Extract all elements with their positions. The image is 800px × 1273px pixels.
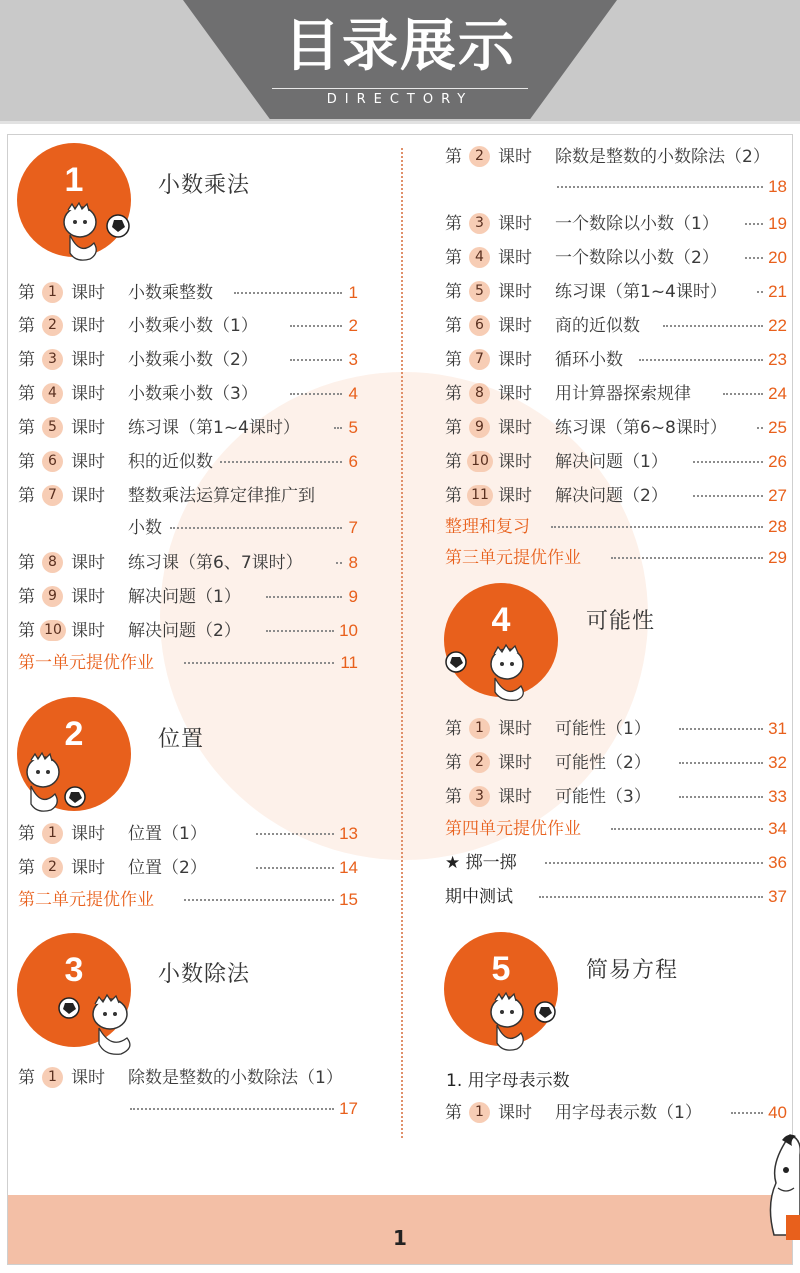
- toc-entry[interactable]: [18, 1063, 363, 1093]
- lesson-title: 小数乘整数: [128, 283, 213, 303]
- lesson-number-badge: 8: [469, 383, 490, 404]
- page-number: 11: [340, 653, 358, 672]
- leader-dots: [256, 867, 334, 869]
- toc-entry-continued[interactable]: [18, 1094, 358, 1124]
- unit-title-3: 小数除法: [158, 962, 251, 987]
- leader-dots: [539, 896, 763, 898]
- leader-dots: [551, 526, 763, 528]
- toc-entry-extra[interactable]: [445, 814, 787, 844]
- lesson-prefix: 第: [18, 350, 35, 370]
- toc-entry[interactable]: [18, 413, 358, 443]
- lesson-number-badge: 1: [469, 1102, 490, 1123]
- lesson-prefix: 第: [18, 858, 35, 878]
- lesson-prefix: 第: [18, 824, 35, 844]
- lesson-prefix: 第: [445, 384, 462, 404]
- lesson-prefix: 第: [445, 214, 462, 234]
- page-number: 40: [768, 1103, 787, 1122]
- toc-entry[interactable]: [445, 782, 787, 812]
- lesson-prefix: 第: [445, 316, 462, 336]
- lesson-number-badge: 3: [42, 349, 63, 370]
- lesson-title: 除数是整数的小数除法（1）: [128, 1068, 343, 1088]
- page-number: 31: [768, 719, 787, 738]
- page-number: 6: [348, 452, 358, 471]
- lesson-number-badge: 7: [469, 349, 490, 370]
- toc-entry[interactable]: [445, 379, 787, 409]
- toc-entry-continued[interactable]: [445, 172, 787, 202]
- mascot-icon: [55, 990, 145, 1056]
- lesson-number-badge: 9: [469, 417, 490, 438]
- lesson-number-badge: 6: [42, 451, 63, 472]
- lesson-title: 小数乘小数（2）: [128, 350, 258, 370]
- lesson-prefix: 第: [18, 418, 35, 438]
- leader-dots: [266, 630, 334, 632]
- page-number: 27: [768, 486, 787, 505]
- leader-dots: [723, 393, 763, 395]
- lesson-number-badge: 10: [467, 451, 493, 472]
- lesson-suffix: 课时: [71, 452, 105, 472]
- lesson-suffix: 课时: [71, 384, 105, 404]
- lesson-number-badge: 5: [469, 281, 490, 302]
- toc-entry[interactable]: [445, 311, 787, 341]
- leader-dots: [745, 257, 763, 259]
- lesson-prefix: 第: [445, 350, 462, 370]
- toc-entry[interactable]: [18, 447, 358, 477]
- leader-dots: [693, 495, 763, 497]
- page-number: 1: [348, 283, 358, 302]
- toc-entry[interactable]: [445, 1098, 787, 1128]
- lesson-number-badge: 4: [469, 247, 490, 268]
- midterm-title: 期中测试: [445, 887, 513, 907]
- lesson-suffix: 课时: [71, 486, 105, 506]
- leader-dots: [679, 762, 763, 764]
- lesson-suffix: 课时: [498, 787, 532, 807]
- leader-dots: [679, 796, 763, 798]
- header-rule: [272, 88, 528, 89]
- leader-dots: [693, 461, 763, 463]
- lesson-prefix: 第: [445, 452, 462, 472]
- toc-entry[interactable]: [18, 819, 358, 849]
- lesson-title: 解决问题（2）: [128, 621, 241, 641]
- page-number: 34: [768, 819, 787, 838]
- lesson-prefix: 第: [18, 621, 35, 641]
- leader-dots: [184, 899, 334, 901]
- lesson-suffix: 课时: [498, 452, 532, 472]
- toc-entry[interactable]: [18, 853, 358, 883]
- leader-dots: [731, 1112, 763, 1114]
- lesson-number-badge: 3: [469, 786, 490, 807]
- leader-dots: [256, 833, 334, 835]
- toc-entry[interactable]: [18, 616, 358, 646]
- extra-work-title: 第三单元提优作业: [445, 548, 581, 568]
- page-number: 36: [768, 853, 787, 872]
- page-number: 37: [768, 887, 787, 906]
- lesson-title: 解决问题（1）: [128, 587, 241, 607]
- lesson-title: 位置（2）: [128, 858, 207, 878]
- leader-dots: [611, 557, 763, 559]
- page-number: 9: [348, 587, 358, 606]
- lesson-number-badge: 2: [42, 857, 63, 878]
- section-heading: 1. 用字母表示数: [446, 1071, 570, 1091]
- lesson-suffix: 课时: [498, 147, 532, 167]
- lesson-prefix: 第: [445, 719, 462, 739]
- lesson-number-badge: 8: [42, 552, 63, 573]
- mascot-icon: [58, 200, 133, 262]
- page-number: 4: [348, 384, 358, 403]
- lesson-suffix: 课时: [498, 316, 532, 336]
- lesson-prefix: 第: [445, 787, 462, 807]
- leader-dots: [663, 325, 763, 327]
- lesson-suffix: 课时: [71, 824, 105, 844]
- unit-title-1: 小数乘法: [158, 173, 251, 198]
- lesson-prefix: 第: [18, 283, 35, 303]
- lesson-prefix: 第: [18, 316, 35, 336]
- lesson-title: 可能性（3）: [555, 787, 651, 807]
- leader-dots: [130, 1108, 334, 1110]
- lesson-title: 解决问题（1）: [555, 452, 668, 472]
- lesson-title: 用计算器探索规律: [555, 384, 691, 404]
- page-number: 26: [768, 452, 787, 471]
- lesson-suffix: 课时: [498, 418, 532, 438]
- page-number: 22: [768, 316, 787, 335]
- lesson-number-badge: 5: [42, 417, 63, 438]
- toc-entry[interactable]: [445, 345, 787, 375]
- lesson-title: 一个数除以小数（2）: [555, 248, 719, 268]
- lesson-prefix: 第: [445, 418, 462, 438]
- page-number: 8: [348, 553, 358, 572]
- lesson-number-badge: 1: [42, 282, 63, 303]
- toc-entry[interactable]: [445, 413, 787, 443]
- lesson-suffix: 课时: [71, 858, 105, 878]
- lesson-number-badge: 2: [42, 315, 63, 336]
- mascot-icon: [15, 750, 90, 812]
- lesson-number-badge: 6: [469, 315, 490, 336]
- lesson-prefix: 第: [18, 452, 35, 472]
- page-number: 33: [768, 787, 787, 806]
- toc-entry-extra[interactable]: [445, 543, 787, 573]
- lesson-prefix: 第: [18, 1068, 35, 1088]
- toc-entry[interactable]: [18, 379, 358, 409]
- lesson-prefix: 第: [445, 147, 462, 167]
- leader-dots: [757, 427, 763, 429]
- unit-number: 3: [64, 951, 84, 989]
- page-number: 21: [768, 282, 787, 301]
- unit-title-4: 可能性: [586, 609, 656, 634]
- lesson-number-badge: 1: [42, 1067, 63, 1088]
- lesson-suffix: 课时: [71, 553, 105, 573]
- toc-entry[interactable]: [18, 481, 358, 511]
- unit-title-2: 位置: [158, 727, 205, 752]
- page-number: 2: [348, 316, 358, 335]
- lesson-suffix: 课时: [71, 587, 105, 607]
- lesson-title: 练习课（第6~8课时）: [555, 418, 727, 438]
- page-number: 17: [339, 1099, 358, 1118]
- lesson-title: 小数: [128, 518, 162, 538]
- toc-entry-activity[interactable]: [445, 848, 787, 878]
- mascot-icon: [485, 990, 560, 1052]
- leader-dots: [336, 562, 342, 564]
- lesson-prefix: 第: [445, 282, 462, 302]
- lesson-title: 可能性（2）: [555, 753, 651, 773]
- mascot-icon: [443, 642, 533, 702]
- lesson-title: 小数乘小数（3）: [128, 384, 258, 404]
- extra-work-title: 第一单元提优作业: [18, 653, 154, 673]
- toc-entry[interactable]: [18, 582, 358, 612]
- leader-dots: [220, 461, 342, 463]
- lesson-prefix: 第: [445, 753, 462, 773]
- unit-title-5: 简易方程: [586, 958, 679, 983]
- lesson-title: 用字母表示数（1）: [555, 1103, 702, 1123]
- toc-entry[interactable]: [445, 142, 790, 172]
- page-number: 15: [339, 890, 358, 909]
- lesson-title: 商的近似数: [555, 316, 640, 336]
- page-number: 20: [768, 248, 787, 267]
- lesson-title: 循环小数: [555, 350, 623, 370]
- toc-entry[interactable]: [18, 311, 358, 341]
- leader-dots: [545, 862, 763, 864]
- page-number: 14: [339, 858, 358, 877]
- lesson-number-badge: 4: [42, 383, 63, 404]
- lesson-title: 位置（1）: [128, 824, 207, 844]
- lesson-suffix: 课时: [498, 384, 532, 404]
- page-number: 13: [339, 824, 358, 843]
- page-number: 23: [768, 350, 787, 369]
- character-icon: [760, 1130, 800, 1240]
- lesson-title: 除数是整数的小数除法（2）: [555, 147, 770, 167]
- extra-work-title: 第二单元提优作业: [18, 890, 154, 910]
- lesson-number-badge: 10: [40, 620, 66, 641]
- lesson-suffix: 课时: [498, 1103, 532, 1123]
- page-number: 24: [768, 384, 787, 403]
- lesson-title: 整数乘法运算定律推广到: [128, 486, 315, 506]
- lesson-prefix: 第: [18, 553, 35, 573]
- lesson-title: 练习课（第6、7课时）: [128, 553, 303, 573]
- page-number: 3: [348, 350, 358, 369]
- lesson-title: 小数乘小数（1）: [128, 316, 258, 336]
- lesson-suffix: 课时: [498, 753, 532, 773]
- toc-entry-extra[interactable]: [18, 885, 358, 915]
- page-subtitle: DIRECTORY: [326, 92, 474, 107]
- toc-entry-extra[interactable]: [18, 648, 358, 678]
- lesson-suffix: 课时: [71, 350, 105, 370]
- page-number: 29: [768, 548, 787, 567]
- page-number: 10: [339, 621, 358, 640]
- header-banner: [0, 0, 800, 124]
- lesson-title: 可能性（1）: [555, 719, 651, 739]
- lesson-suffix: 课时: [498, 350, 532, 370]
- lesson-title: 练习课（第1~4课时）: [128, 418, 300, 438]
- lesson-suffix: 课时: [71, 1068, 105, 1088]
- lesson-prefix: 第: [18, 384, 35, 404]
- lesson-suffix: 课时: [498, 486, 532, 506]
- leader-dots: [290, 393, 342, 395]
- page-number: 25: [768, 418, 787, 437]
- toc-entry[interactable]: [18, 345, 358, 375]
- leader-dots: [557, 186, 763, 188]
- toc-entry[interactable]: [445, 243, 787, 273]
- unit-number: 4: [491, 601, 511, 639]
- leader-dots: [234, 292, 342, 294]
- toc-entry[interactable]: [445, 209, 787, 239]
- toc-entry-continued[interactable]: [18, 513, 358, 543]
- toc-entry[interactable]: [445, 277, 787, 307]
- lesson-prefix: 第: [18, 486, 35, 506]
- unit-number: 1: [64, 161, 84, 199]
- leader-dots: [334, 427, 342, 429]
- column-divider: [401, 148, 403, 1138]
- lesson-title: 解决问题（2）: [555, 486, 668, 506]
- leader-dots: [745, 223, 763, 225]
- activity-title: ★ 掷一掷: [445, 853, 517, 873]
- lesson-suffix: 课时: [71, 621, 105, 641]
- toc-entry[interactable]: [445, 447, 787, 477]
- lesson-number-badge: 2: [469, 146, 490, 167]
- toc-entry[interactable]: [18, 548, 358, 578]
- toc-entry[interactable]: [445, 748, 787, 778]
- lesson-number-badge: 1: [42, 823, 63, 844]
- lesson-number-badge: 1: [469, 718, 490, 739]
- lesson-number-badge: 7: [42, 485, 63, 506]
- leader-dots: [170, 527, 342, 529]
- toc-entry-midterm[interactable]: [445, 882, 787, 912]
- unit-number: 5: [491, 950, 511, 988]
- lesson-number-badge: 11: [467, 485, 493, 506]
- lesson-suffix: 课时: [498, 214, 532, 234]
- review-title: 整理和复习: [445, 517, 530, 537]
- leader-dots: [757, 291, 763, 293]
- lesson-title: 积的近似数: [128, 452, 213, 472]
- lesson-suffix: 课时: [498, 719, 532, 739]
- leader-dots: [639, 359, 763, 361]
- toc-entry[interactable]: [445, 714, 787, 744]
- leader-dots: [611, 828, 763, 830]
- unit-number: 2: [64, 715, 84, 753]
- leader-dots: [290, 325, 342, 327]
- page-number: 7: [348, 518, 358, 537]
- page-number: 32: [768, 753, 787, 772]
- leader-dots: [266, 596, 342, 598]
- lesson-title: 练习课（第1~4课时）: [555, 282, 727, 302]
- lesson-number-badge: 2: [469, 752, 490, 773]
- lesson-suffix: 课时: [71, 283, 105, 303]
- lesson-number-badge: 9: [42, 586, 63, 607]
- page-number: 5: [348, 418, 358, 437]
- toc-entry[interactable]: [18, 278, 358, 308]
- page-number: 28: [768, 517, 787, 536]
- lesson-prefix: 第: [18, 587, 35, 607]
- page-number: 18: [768, 177, 787, 196]
- lesson-number-badge: 3: [469, 213, 490, 234]
- lesson-title: 一个数除以小数（1）: [555, 214, 719, 234]
- page-title: 目录展示: [284, 14, 516, 79]
- toc-entry[interactable]: [445, 481, 787, 511]
- lesson-suffix: 课时: [498, 282, 532, 302]
- lesson-prefix: 第: [445, 486, 462, 506]
- toc-entry-review[interactable]: [445, 512, 787, 542]
- lesson-suffix: 课时: [498, 248, 532, 268]
- leader-dots: [184, 662, 334, 664]
- lesson-prefix: 第: [445, 248, 462, 268]
- page-number: 19: [768, 214, 787, 233]
- lesson-prefix: 第: [445, 1103, 462, 1123]
- page-footer-number: 1: [393, 1226, 407, 1250]
- lesson-suffix: 课时: [71, 418, 105, 438]
- lesson-suffix: 课时: [71, 316, 105, 336]
- leader-dots: [679, 728, 763, 730]
- leader-dots: [290, 359, 342, 361]
- extra-work-title: 第四单元提优作业: [445, 819, 581, 839]
